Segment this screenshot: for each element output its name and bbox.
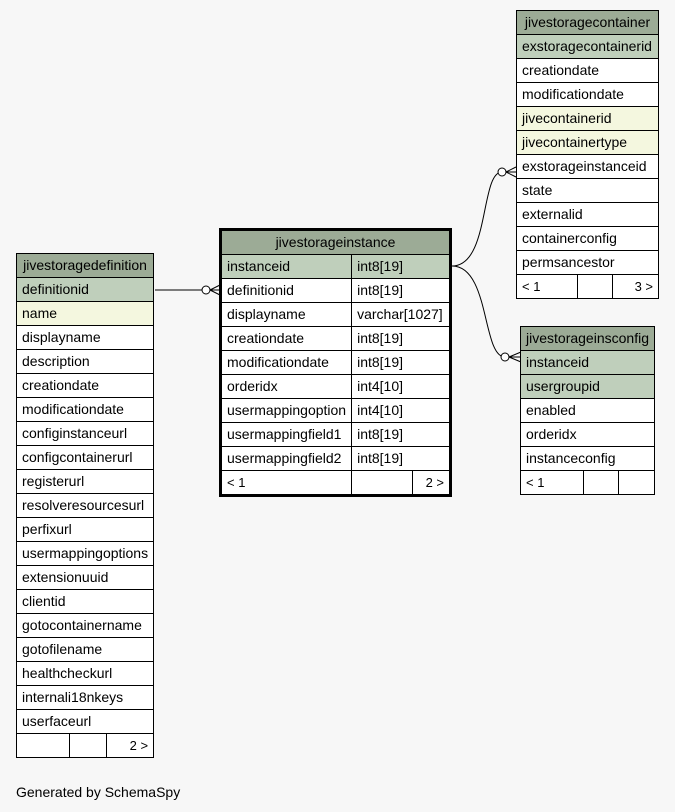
footer-right[interactable]: 3 > — [613, 275, 659, 299]
column-name[interactable]: definitionid — [221, 279, 352, 303]
footer-mid — [584, 471, 619, 495]
table-jivestorageinsconfig[interactable] — [520, 326, 655, 495]
footer-left[interactable]: < 1 — [521, 471, 584, 495]
table-jivestoragecontainer[interactable] — [516, 10, 659, 299]
column-row[interactable] — [17, 470, 154, 494]
footer-mid — [578, 275, 613, 299]
column-name[interactable]: description — [17, 350, 154, 374]
footer-left[interactable]: < 1 — [221, 471, 352, 496]
table-jivestorageinstance[interactable] — [219, 228, 452, 497]
column-row[interactable] — [517, 107, 659, 131]
column-type: varchar[1027] — [352, 303, 451, 327]
table-title[interactable]: jivestoragecontainer — [517, 11, 659, 35]
table-title[interactable]: jivestorageinstance — [221, 230, 451, 255]
pk-column[interactable]: definitionid — [17, 278, 154, 302]
column-name[interactable]: usermappingoptions — [17, 542, 154, 566]
column-row[interactable] — [17, 614, 154, 638]
column-name[interactable]: usermappingfield2 — [221, 447, 352, 471]
column-row[interactable] — [221, 279, 451, 303]
column-name[interactable]: clientid — [17, 590, 154, 614]
column-row[interactable] — [17, 350, 154, 374]
column-name[interactable]: creationdate — [221, 327, 352, 351]
column-row[interactable] — [521, 447, 655, 471]
column-name[interactable]: gotofilename — [17, 638, 154, 662]
column-row[interactable] — [221, 327, 451, 351]
footer-right[interactable]: 2 > — [107, 734, 154, 758]
column-row[interactable] — [221, 255, 451, 279]
column-row[interactable] — [17, 590, 154, 614]
column-row[interactable] — [17, 542, 154, 566]
column-name[interactable]: creationdate — [517, 59, 659, 83]
footer-right[interactable]: 2 > — [413, 471, 451, 496]
column-row[interactable] — [17, 710, 154, 734]
column-name[interactable]: registerurl — [17, 470, 154, 494]
column-type: int8[19] — [352, 423, 451, 447]
link-optional-marker — [501, 353, 509, 361]
generated-by-credit: Generated by SchemaSpy — [16, 784, 181, 800]
column-name[interactable]: instanceid — [221, 255, 352, 279]
column-name[interactable]: instanceconfig — [521, 447, 655, 471]
footer-mid — [352, 471, 413, 496]
column-row[interactable] — [17, 518, 154, 542]
column-row[interactable] — [517, 251, 659, 275]
column-name[interactable]: orderidx — [221, 375, 352, 399]
column-row[interactable] — [221, 351, 451, 375]
column-name[interactable]: userfaceurl — [17, 710, 154, 734]
column-name[interactable]: displayname — [221, 303, 352, 327]
column-name[interactable]: perfixurl — [17, 518, 154, 542]
column-type: int8[19] — [352, 279, 451, 303]
column-type: int8[19] — [352, 351, 451, 375]
column-row[interactable] — [517, 179, 659, 203]
column-type: int4[10] — [352, 375, 451, 399]
column-name[interactable]: usermappingoption — [221, 399, 352, 423]
link-instance-insconfig — [452, 266, 505, 357]
column-row[interactable] — [221, 423, 451, 447]
column-name[interactable]: configcontainerurl — [17, 446, 154, 470]
column-type: int8[19] — [352, 327, 451, 351]
column-name[interactable]: extensionuuid — [17, 566, 154, 590]
column-row[interactable] — [517, 59, 659, 83]
column-row[interactable] — [17, 638, 154, 662]
column-name[interactable]: state — [517, 179, 659, 203]
column-name[interactable]: configinstanceurl — [17, 422, 154, 446]
column-name[interactable]: usergroupid — [521, 375, 655, 399]
link-optional-marker — [498, 168, 506, 176]
column-type: int8[19] — [352, 447, 451, 471]
column-name[interactable]: usermappingfield1 — [221, 423, 352, 447]
column-row[interactable] — [521, 423, 655, 447]
column-name[interactable]: internali18nkeys — [17, 686, 154, 710]
column-name[interactable]: permsancestor — [517, 251, 659, 275]
column-type: int4[10] — [352, 399, 451, 423]
footer-left — [17, 734, 70, 758]
column-row[interactable] — [17, 686, 154, 710]
footer-right — [619, 471, 655, 495]
column-row[interactable] — [221, 447, 451, 471]
column-name[interactable]: creationdate — [17, 374, 154, 398]
column-name[interactable]: modificationdate — [221, 351, 352, 375]
column-row[interactable] — [517, 131, 659, 155]
column-row[interactable] — [17, 494, 154, 518]
column-row[interactable] — [517, 83, 659, 107]
table-title[interactable]: jivestorageinsconfig — [521, 327, 655, 351]
table-jivestoragedefinition[interactable] — [16, 253, 154, 758]
column-type: int8[19] — [352, 255, 451, 279]
column-row[interactable] — [521, 399, 655, 423]
column-name[interactable]: exstorageinstanceid — [517, 155, 659, 179]
column-name[interactable]: modificationdate — [517, 83, 659, 107]
column-row[interactable] — [521, 351, 655, 375]
column-row[interactable] — [17, 662, 154, 686]
column-name[interactable]: resolveresourcesurl — [17, 494, 154, 518]
column-name[interactable]: instanceid — [521, 351, 655, 375]
column-row[interactable] — [17, 326, 154, 350]
table-title[interactable]: jivestoragedefinition — [17, 254, 154, 278]
column-row[interactable] — [17, 398, 154, 422]
column-row[interactable] — [17, 374, 154, 398]
column-name[interactable]: containerconfig — [517, 227, 659, 251]
column-row[interactable] — [17, 446, 154, 470]
column-row[interactable] — [221, 303, 451, 327]
column-name[interactable]: displayname — [17, 326, 154, 350]
column-row[interactable] — [517, 203, 659, 227]
column-row[interactable] — [517, 35, 659, 59]
column-name[interactable]: name — [17, 302, 154, 326]
column-name[interactable]: jivecontainerid — [517, 107, 659, 131]
column-row[interactable] — [521, 375, 655, 399]
footer-left[interactable]: < 1 — [517, 275, 578, 299]
column-row[interactable] — [221, 399, 451, 423]
link-instance-container — [452, 172, 502, 266]
column-row[interactable] — [17, 566, 154, 590]
column-name[interactable]: healthcheckurl — [17, 662, 154, 686]
column-name[interactable]: gotocontainername — [17, 614, 154, 638]
column-row[interactable] — [17, 302, 154, 326]
column-name[interactable]: modificationdate — [17, 398, 154, 422]
link-optional-marker — [202, 286, 210, 294]
column-row[interactable] — [17, 422, 154, 446]
column-row[interactable] — [221, 375, 451, 399]
column-row[interactable] — [517, 227, 659, 251]
column-name[interactable]: jivecontainertype — [517, 131, 659, 155]
link-crowfoot — [506, 167, 516, 177]
column-row[interactable] — [517, 155, 659, 179]
column-name[interactable]: orderidx — [521, 423, 655, 447]
column-name[interactable]: exstoragecontainerid — [517, 35, 659, 59]
column-name[interactable]: enabled — [521, 399, 655, 423]
footer-mid — [70, 734, 107, 758]
column-name[interactable]: externalid — [517, 203, 659, 227]
